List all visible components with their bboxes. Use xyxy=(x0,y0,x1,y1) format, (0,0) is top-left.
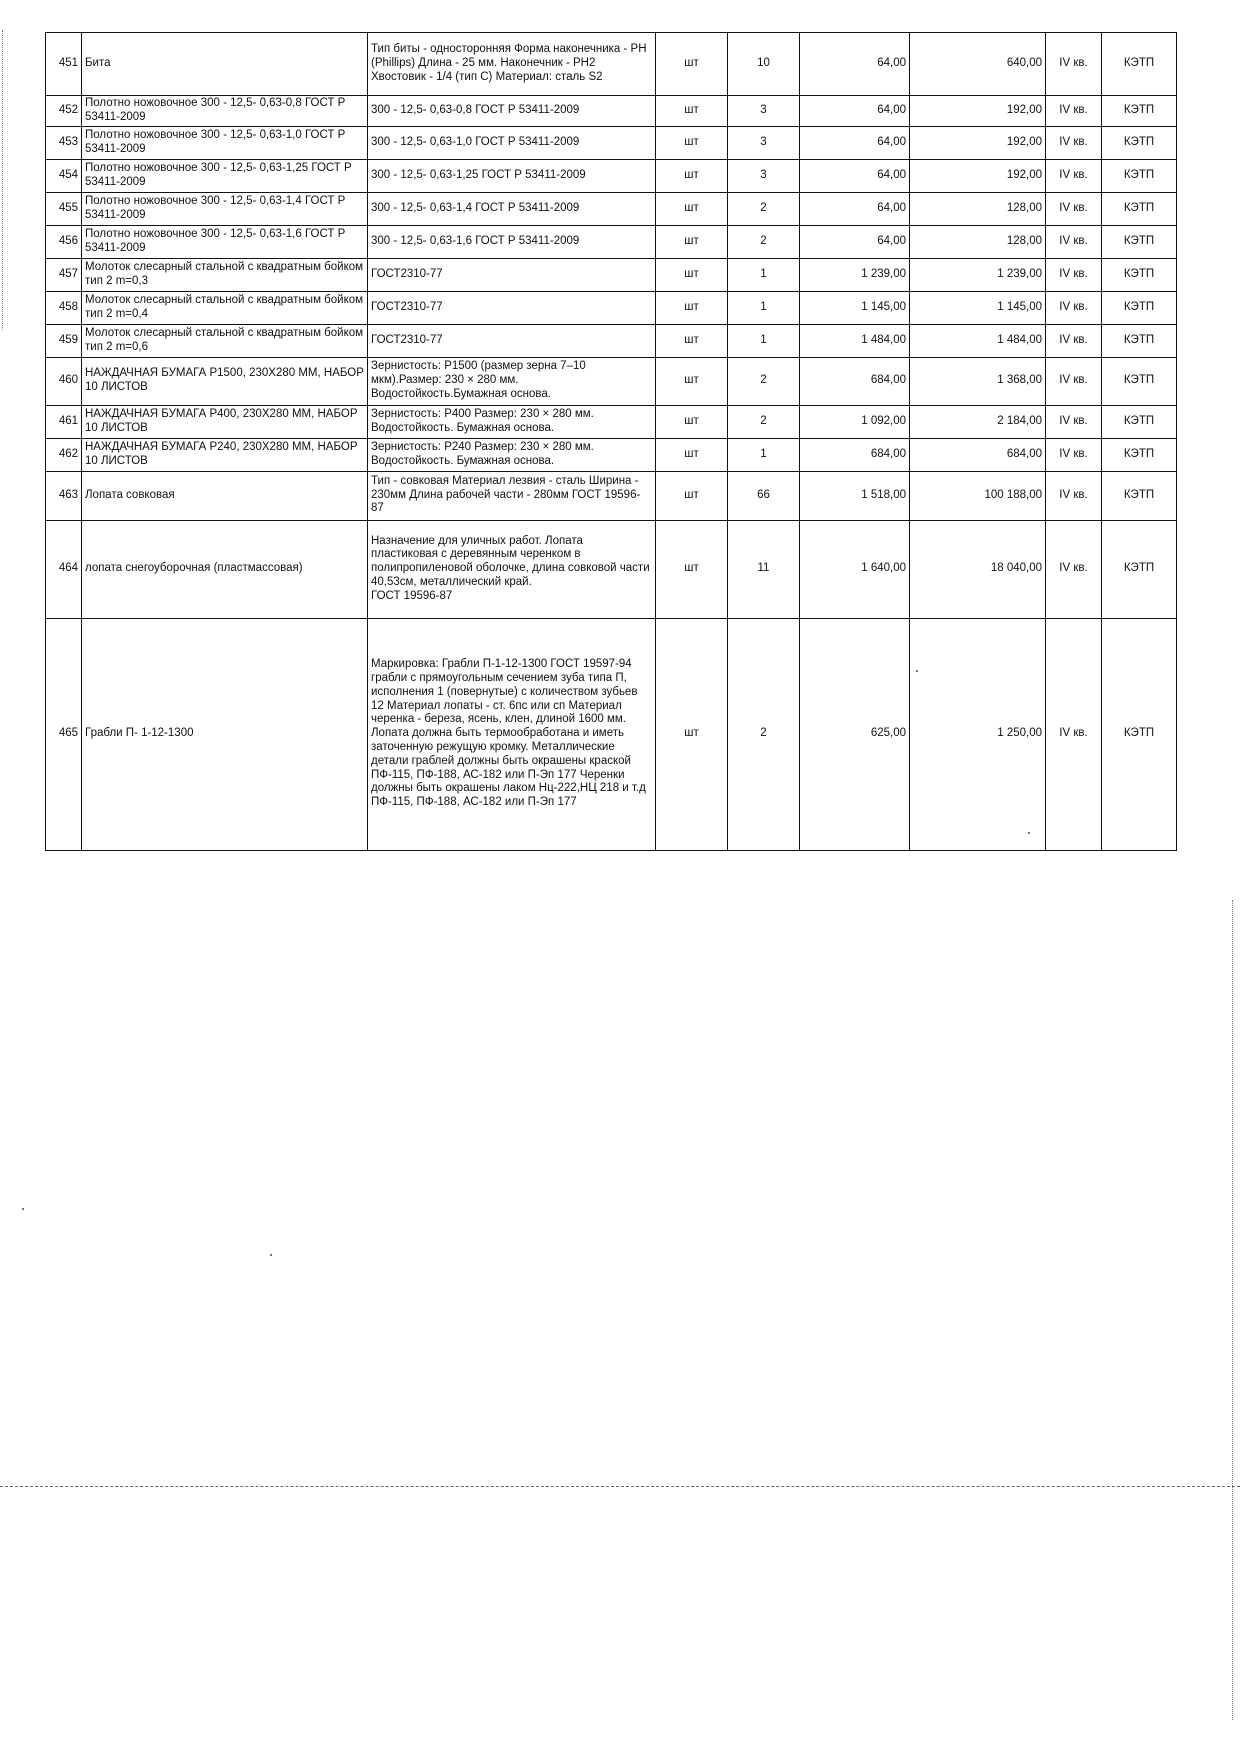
row-number: 452 xyxy=(46,96,82,127)
department-code: КЭТП xyxy=(1102,192,1177,225)
department-code: КЭТП xyxy=(1102,159,1177,192)
quantity: 1 xyxy=(728,324,800,357)
item-spec: ГОСТ2310-77 xyxy=(368,324,656,357)
item-name: Полотно ножовочное 300 - 12,5- 0,63-0,8 ГОСТ Р 53411-2009 xyxy=(82,96,368,127)
department-code: КЭТП xyxy=(1102,33,1177,96)
row-number: 459 xyxy=(46,324,82,357)
item-name: Молоток слесарный стальной с квадратным бойком тип 2 m=0,6 xyxy=(82,324,368,357)
unit-price: 1 145,00 xyxy=(800,291,910,324)
row-number: 453 xyxy=(46,126,82,159)
item-name: Молоток слесарный стальной с квадратным бойком тип 2 m=0,3 xyxy=(82,258,368,291)
department-code: КЭТП xyxy=(1102,324,1177,357)
unit: шт xyxy=(656,159,728,192)
delivery-period: IV кв. xyxy=(1046,405,1102,438)
table-row xyxy=(46,96,1177,127)
quantity: 1 xyxy=(728,438,800,471)
item-spec: Маркировка: Грабли П-1-12-1300 ГОСТ 19597-94 грабли с прямоугольным сечением зуба типа П, исполнения 1 (повернутые) с количеством зубьев 12 Материал лопаты - ст. 6пс или сп Материал черенка - береза, ясень, клен, длиной 1600 мм. Лопата должна быть термообработана и иметь заточенную режущую кромку. Металлические детали граблей должны быть окрашены краской ПФ-115, ПФ-188, АС-182 или П-Эп 177 Черенки должны быть окрашены лаком Нц-222,НЦ 218 и т.д ПФ-115, ПФ-188, АС-182 или П-Эп 177 xyxy=(368,618,656,850)
unit-price: 1 640,00 xyxy=(800,520,910,618)
table-row xyxy=(46,33,1177,96)
row-number: 455 xyxy=(46,192,82,225)
total-sum: 192,00 xyxy=(910,159,1046,192)
total-sum: 1 145,00 xyxy=(910,291,1046,324)
delivery-period: IV кв. xyxy=(1046,618,1102,850)
unit: шт xyxy=(656,291,728,324)
unit-price: 1 092,00 xyxy=(800,405,910,438)
unit: шт xyxy=(656,126,728,159)
unit-price: 64,00 xyxy=(800,192,910,225)
item-spec: 300 - 12,5- 0,63-1,0 ГОСТ Р 53411-2009 xyxy=(368,126,656,159)
table-row xyxy=(46,192,1177,225)
quantity: 3 xyxy=(728,159,800,192)
item-spec: Зернистость: P1500 (размер зерна 7–10 мкм).Размер: 230 × 280 мм. Водостойкость.Бумажная основа. xyxy=(368,357,656,405)
item-spec: 300 - 12,5- 0,63-1,25 ГОСТ Р 53411-2009 xyxy=(368,159,656,192)
row-number: 464 xyxy=(46,520,82,618)
scan-fold-line xyxy=(0,1486,1240,1487)
table-row xyxy=(46,291,1177,324)
unit: шт xyxy=(656,405,728,438)
delivery-period: IV кв. xyxy=(1046,96,1102,127)
row-number: 462 xyxy=(46,438,82,471)
quantity: 2 xyxy=(728,618,800,850)
unit: шт xyxy=(656,96,728,127)
scan-speck xyxy=(1028,832,1030,834)
total-sum: 2 184,00 xyxy=(910,405,1046,438)
total-sum: 1 484,00 xyxy=(910,324,1046,357)
quantity: 3 xyxy=(728,96,800,127)
unit-price: 64,00 xyxy=(800,159,910,192)
table-row xyxy=(46,225,1177,258)
department-code: КЭТП xyxy=(1102,96,1177,127)
item-name: лопата снегоуборочная (пластмассовая) xyxy=(82,520,368,618)
unit: шт xyxy=(656,324,728,357)
item-spec: Тип биты - односторонняя Форма наконечника - PH (Phillips) Длина - 25 мм. Наконечник - PH2 Хвостовик - 1/4 (тип C) Материал: сталь S2 xyxy=(368,33,656,96)
unit: шт xyxy=(656,258,728,291)
quantity: 2 xyxy=(728,225,800,258)
total-sum: 100 188,00 xyxy=(910,471,1046,520)
quantity: 2 xyxy=(728,192,800,225)
unit: шт xyxy=(656,192,728,225)
department-code: КЭТП xyxy=(1102,225,1177,258)
unit: шт xyxy=(656,225,728,258)
delivery-period: IV кв. xyxy=(1046,225,1102,258)
table-row xyxy=(46,618,1177,850)
table-row xyxy=(46,159,1177,192)
unit: шт xyxy=(656,471,728,520)
row-number: 454 xyxy=(46,159,82,192)
quantity: 2 xyxy=(728,357,800,405)
unit: шт xyxy=(656,438,728,471)
quantity: 10 xyxy=(728,33,800,96)
delivery-period: IV кв. xyxy=(1046,33,1102,96)
quantity: 1 xyxy=(728,258,800,291)
row-number: 461 xyxy=(46,405,82,438)
item-spec: 300 - 12,5- 0,63-1,4 ГОСТ Р 53411-2009 xyxy=(368,192,656,225)
total-sum: 192,00 xyxy=(910,96,1046,127)
quantity: 2 xyxy=(728,405,800,438)
scan-speck xyxy=(270,1254,272,1256)
quantity: 1 xyxy=(728,291,800,324)
total-sum: 1 239,00 xyxy=(910,258,1046,291)
item-name: Полотно ножовочное 300 - 12,5- 0,63-1,0 ГОСТ Р 53411-2009 xyxy=(82,126,368,159)
unit-price: 64,00 xyxy=(800,126,910,159)
quantity: 66 xyxy=(728,471,800,520)
row-number: 457 xyxy=(46,258,82,291)
procurement-table xyxy=(45,32,1177,851)
delivery-period: IV кв. xyxy=(1046,520,1102,618)
table-row xyxy=(46,324,1177,357)
department-code: КЭТП xyxy=(1102,520,1177,618)
quantity: 11 xyxy=(728,520,800,618)
scan-edge-right xyxy=(1232,900,1236,1720)
total-sum: 1 368,00 xyxy=(910,357,1046,405)
item-spec: 300 - 12,5- 0,63-0,8 ГОСТ Р 53411-2009 xyxy=(368,96,656,127)
scan-speck xyxy=(916,670,918,672)
total-sum: 684,00 xyxy=(910,438,1046,471)
table-row xyxy=(46,471,1177,520)
item-spec: Тип - совковая Материал лезвия - сталь Ширина - 230мм Длина рабочей части - 280мм ГОСТ 19596-87 xyxy=(368,471,656,520)
delivery-period: IV кв. xyxy=(1046,438,1102,471)
row-number: 463 xyxy=(46,471,82,520)
unit: шт xyxy=(656,33,728,96)
item-name: Полотно ножовочное 300 - 12,5- 0,63-1,4 ГОСТ Р 53411-2009 xyxy=(82,192,368,225)
table-row xyxy=(46,357,1177,405)
delivery-period: IV кв. xyxy=(1046,324,1102,357)
department-code: КЭТП xyxy=(1102,126,1177,159)
unit-price: 625,00 xyxy=(800,618,910,850)
item-spec: ГОСТ2310-77 xyxy=(368,291,656,324)
unit-price: 684,00 xyxy=(800,438,910,471)
delivery-period: IV кв. xyxy=(1046,159,1102,192)
item-name: Лопата совковая xyxy=(82,471,368,520)
item-name: Полотно ножовочное 300 - 12,5- 0,63-1,6 ГОСТ Р 53411-2009 xyxy=(82,225,368,258)
row-number: 465 xyxy=(46,618,82,850)
department-code: КЭТП xyxy=(1102,438,1177,471)
item-name: Грабли П- 1-12-1300 xyxy=(82,618,368,850)
delivery-period: IV кв. xyxy=(1046,471,1102,520)
row-number: 458 xyxy=(46,291,82,324)
item-name: Бита xyxy=(82,33,368,96)
delivery-period: IV кв. xyxy=(1046,291,1102,324)
total-sum: 1 250,00 xyxy=(910,618,1046,850)
unit-price: 64,00 xyxy=(800,33,910,96)
total-sum: 128,00 xyxy=(910,192,1046,225)
table-body xyxy=(46,33,1177,851)
item-spec: Зернистость: P240 Размер: 230 × 280 мм. Водостойкость. Бумажная основа. xyxy=(368,438,656,471)
unit: шт xyxy=(656,520,728,618)
item-name: Молоток слесарный стальной с квадратным бойком тип 2 m=0,4 xyxy=(82,291,368,324)
unit: шт xyxy=(656,618,728,850)
unit-price: 64,00 xyxy=(800,225,910,258)
department-code: КЭТП xyxy=(1102,357,1177,405)
department-code: КЭТП xyxy=(1102,291,1177,324)
item-spec: Зернистость: P400 Размер: 230 × 280 мм. Водостойкость. Бумажная основа. xyxy=(368,405,656,438)
table-row xyxy=(46,405,1177,438)
row-number: 451 xyxy=(46,33,82,96)
unit-price: 684,00 xyxy=(800,357,910,405)
total-sum: 18 040,00 xyxy=(910,520,1046,618)
row-number: 456 xyxy=(46,225,82,258)
total-sum: 640,00 xyxy=(910,33,1046,96)
department-code: КЭТП xyxy=(1102,258,1177,291)
item-name: НАЖДАЧНАЯ БУМАГА P1500, 230X280 ММ, НАБОР 10 ЛИСТОВ xyxy=(82,357,368,405)
item-spec: 300 - 12,5- 0,63-1,6 ГОСТ Р 53411-2009 xyxy=(368,225,656,258)
quantity: 3 xyxy=(728,126,800,159)
unit-price: 64,00 xyxy=(800,96,910,127)
delivery-period: IV кв. xyxy=(1046,126,1102,159)
unit-price: 1 484,00 xyxy=(800,324,910,357)
table-row xyxy=(46,438,1177,471)
item-name: НАЖДАЧНАЯ БУМАГА P400, 230X280 ММ, НАБОР 10 ЛИСТОВ xyxy=(82,405,368,438)
row-number: 460 xyxy=(46,357,82,405)
table-row xyxy=(46,258,1177,291)
department-code: КЭТП xyxy=(1102,405,1177,438)
item-name: Полотно ножовочное 300 - 12,5- 0,63-1,25 ГОСТ Р 53411-2009 xyxy=(82,159,368,192)
item-spec: Назначение для уличных работ. Лопата пластиковая с деревянным черенком в полипропиленовой оболочке, длина совковой части 40,53см, металлический край. ГОСТ 19596-87 xyxy=(368,520,656,618)
item-spec: ГОСТ2310-77 xyxy=(368,258,656,291)
unit: шт xyxy=(656,357,728,405)
total-sum: 192,00 xyxy=(910,126,1046,159)
scan-edge-left xyxy=(2,30,7,330)
delivery-period: IV кв. xyxy=(1046,357,1102,405)
unit-price: 1 239,00 xyxy=(800,258,910,291)
table-row xyxy=(46,520,1177,618)
table-row xyxy=(46,126,1177,159)
department-code: КЭТП xyxy=(1102,618,1177,850)
total-sum: 128,00 xyxy=(910,225,1046,258)
department-code: КЭТП xyxy=(1102,471,1177,520)
item-name: НАЖДАЧНАЯ БУМАГА P240, 230X280 ММ, НАБОР 10 ЛИСТОВ xyxy=(82,438,368,471)
delivery-period: IV кв. xyxy=(1046,192,1102,225)
unit-price: 1 518,00 xyxy=(800,471,910,520)
scan-speck xyxy=(22,1208,24,1210)
delivery-period: IV кв. xyxy=(1046,258,1102,291)
